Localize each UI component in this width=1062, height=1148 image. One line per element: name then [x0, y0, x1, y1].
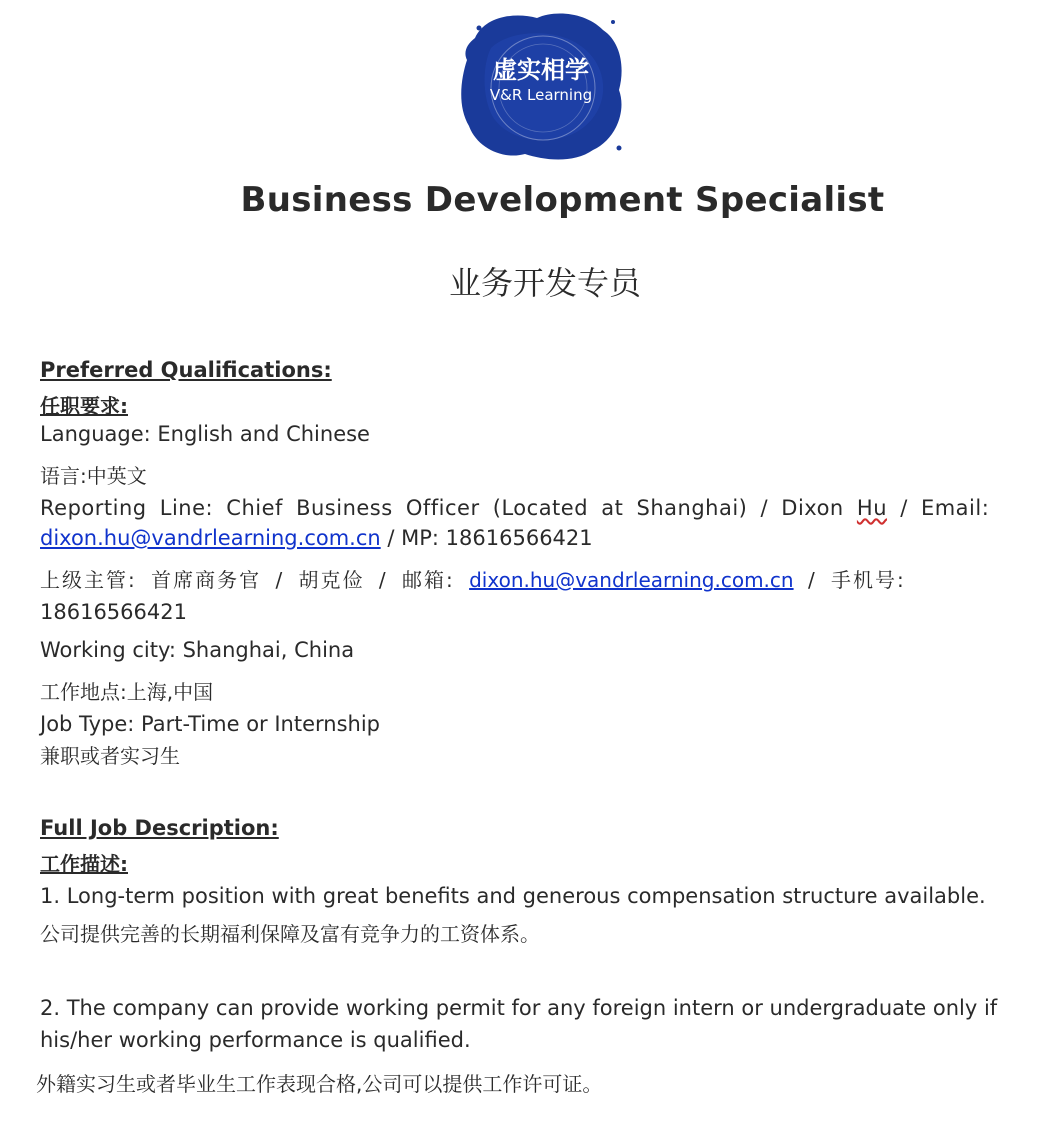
- description-item-1: 1. Long-term position with great benefits and generous compensation structure available.: [40, 884, 986, 908]
- reporting-suffix: / Email:: [887, 496, 990, 520]
- page-subtitle: 业务开发专员: [448, 264, 641, 302]
- logo-cn-text: 虚实相学: [493, 56, 589, 84]
- language-line: Language: English and Chinese: [40, 422, 370, 446]
- reporting-cn-prefix: 上级主管: 首席商务官 / 胡克俭 / 邮箱:: [40, 568, 455, 592]
- city-line: Working city: Shanghai, China: [40, 638, 355, 662]
- qualifications-heading-cn: 任职要求:: [40, 394, 128, 418]
- company-logo: [455, 8, 627, 166]
- description-item-2-line-1: 2. The company can provide working permit for any foreign intern or undergraduate only if: [40, 996, 998, 1020]
- logo-ink-splash: [455, 8, 627, 166]
- description-heading-cn: 工作描述:: [40, 852, 128, 876]
- phone-line: 18616566421: [40, 600, 187, 624]
- reporting-line-cn: [40, 564, 906, 593]
- job-type-line-cn: 兼职或者实习生: [40, 744, 180, 768]
- city-line-cn: 工作地点:上海,中国: [40, 680, 214, 704]
- mp-text: / MP: 18616566421: [380, 526, 593, 550]
- reporting-name: Hu: [856, 496, 888, 520]
- reporting-cn-suffix: / 手机号:: [807, 568, 906, 592]
- qualifications-heading: Preferred Qualifications:: [40, 358, 332, 382]
- email-link-cn[interactable]: dixon.hu@vandrlearning.com.cn: [469, 568, 794, 592]
- reporting-contact: [40, 526, 593, 550]
- description-item-1-cn: 公司提供完善的长期福利保障及富有竞争力的工资体系。: [40, 922, 540, 946]
- email-link[interactable]: dixon.hu@vandrlearning.com.cn: [40, 526, 381, 550]
- logo-en-text: V&R Learning: [489, 86, 593, 104]
- job-type-line: Job Type: Part-Time or Internship: [40, 712, 381, 736]
- reporting-prefix: Reporting Line: Chief Business Officer (Located at Shanghai) / Dixon: [40, 496, 857, 520]
- language-line-cn: 语言:中英文: [40, 464, 147, 488]
- description-item-2-cn: 外籍实习生或者毕业生工作表现合格,公司可以提供工作许可证。: [36, 1072, 603, 1096]
- description-heading: Full Job Description:: [40, 816, 279, 840]
- reporting-line: [40, 496, 989, 520]
- page-title: Business Development Specialist: [240, 180, 885, 220]
- description-item-2-line-2: his/her working performance is qualified.: [40, 1028, 471, 1052]
